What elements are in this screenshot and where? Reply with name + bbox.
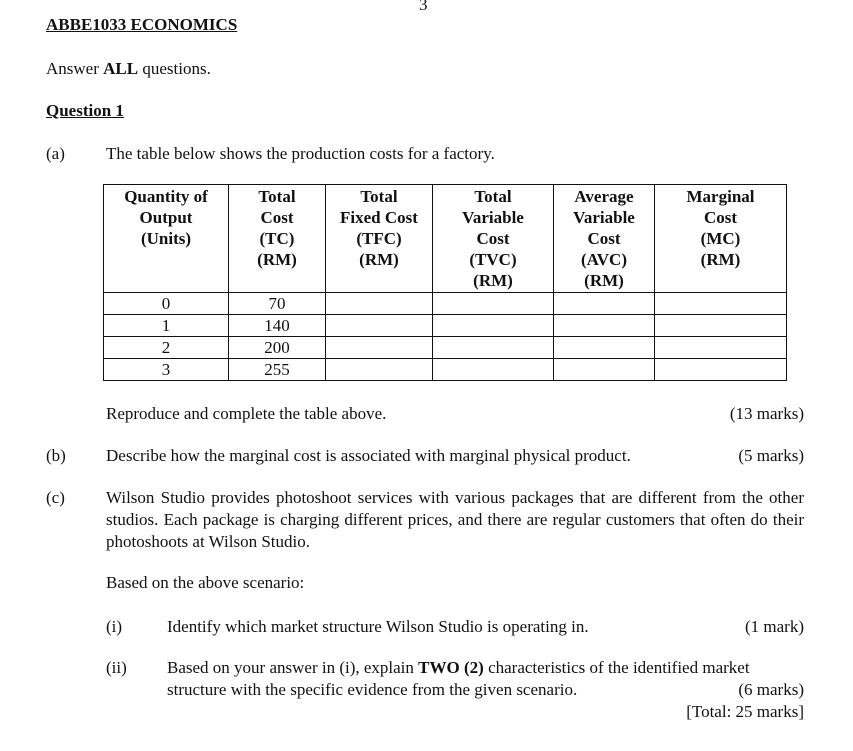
- table-header-row: [104, 185, 787, 293]
- part-c-ii-line1: [167, 657, 750, 678]
- table-cell: [433, 359, 554, 381]
- part-c-ii-emphasis: TWO (2): [418, 658, 484, 677]
- table-cell: 0: [104, 293, 229, 315]
- table-cell: 255: [229, 359, 326, 381]
- table-cell: [554, 315, 655, 337]
- table-cell: 200: [229, 337, 326, 359]
- table-cell: [326, 293, 433, 315]
- part-b-label: (b): [46, 446, 66, 465]
- part-c-lead: Based on the above scenario:: [106, 573, 305, 592]
- header-total-variable-cost: Total Variable Cost (TVC) (RM): [433, 185, 554, 293]
- table-cell: [655, 359, 787, 381]
- part-c-ii-line2: structure with the specific evidence from the given scenario.: [167, 680, 578, 699]
- part-c-i-marks: (1 mark): [744, 617, 804, 636]
- course-title: ABBE1033 ECONOMICS: [46, 15, 238, 34]
- header-marginal-cost: Marginal Cost (MC) (RM): [655, 185, 787, 293]
- header-quantity: Quantity of Output (Units): [104, 185, 229, 293]
- table-cell: [655, 315, 787, 337]
- table-cell: 1: [104, 315, 229, 337]
- instructions-prefix: Answer: [46, 59, 104, 78]
- instructions-emphasis: ALL: [103, 59, 139, 78]
- table-row: [104, 315, 787, 337]
- part-c-ii-marks: (6 marks): [738, 680, 804, 699]
- table-cell: [433, 337, 554, 359]
- part-c-label: (c): [46, 488, 65, 507]
- table-cell: [554, 359, 655, 381]
- table-cell: [554, 293, 655, 315]
- table-cell: 140: [229, 315, 326, 337]
- part-c-ii-text-after: characteristics of the identified market: [483, 658, 750, 677]
- table-cell: [326, 315, 433, 337]
- table-cell: [554, 337, 655, 359]
- table-cell: [326, 337, 433, 359]
- part-a-marks: (13 marks): [729, 404, 804, 423]
- table-cell: [433, 293, 554, 315]
- page-number: 3: [419, 0, 428, 14]
- table-cell: 3: [104, 359, 229, 381]
- table-row: [104, 337, 787, 359]
- part-c-ii-text-before: Based on your answer in (i), explain: [167, 658, 419, 677]
- table-row: [104, 293, 787, 315]
- part-b-text: Describe how the marginal cost is associated with marginal physical product.: [106, 446, 631, 465]
- question-heading: Question 1: [46, 101, 124, 120]
- part-c-i-label: (i): [106, 617, 123, 636]
- instructions-suffix: questions.: [138, 59, 211, 78]
- table-cell: 2: [104, 337, 229, 359]
- total-marks: [Total: 25 marks]: [686, 702, 804, 721]
- production-cost-table: [103, 184, 787, 381]
- header-average-variable-cost: Average Variable Cost (AVC) (RM): [554, 185, 655, 293]
- part-c-i-text: Identify which market structure Wilson Studio is operating in.: [167, 617, 589, 636]
- table-cell: [326, 359, 433, 381]
- table-cell: [655, 293, 787, 315]
- part-b-marks: (5 marks): [738, 446, 804, 465]
- part-a-instruction: Reproduce and complete the table above.: [106, 404, 387, 423]
- table-cell: [433, 315, 554, 337]
- part-a-label: (a): [46, 144, 65, 163]
- table-cell: 70: [229, 293, 326, 315]
- header-total-fixed-cost: Total Fixed Cost (TFC) (RM): [326, 185, 433, 293]
- header-total-cost: Total Cost (TC) (RM): [229, 185, 326, 293]
- instructions: [46, 58, 211, 79]
- part-c-ii-label: (ii): [106, 658, 127, 677]
- table-row: [104, 359, 787, 381]
- part-a-text: The table below shows the production costs for a factory.: [106, 144, 495, 163]
- part-c-scenario: Wilson Studio provides photoshoot services with various packages that are different from the other studios. Each package is charging different prices, and there are regular customers that often do their photoshoots at Wilson Studio.: [106, 488, 804, 551]
- table-cell: [655, 337, 787, 359]
